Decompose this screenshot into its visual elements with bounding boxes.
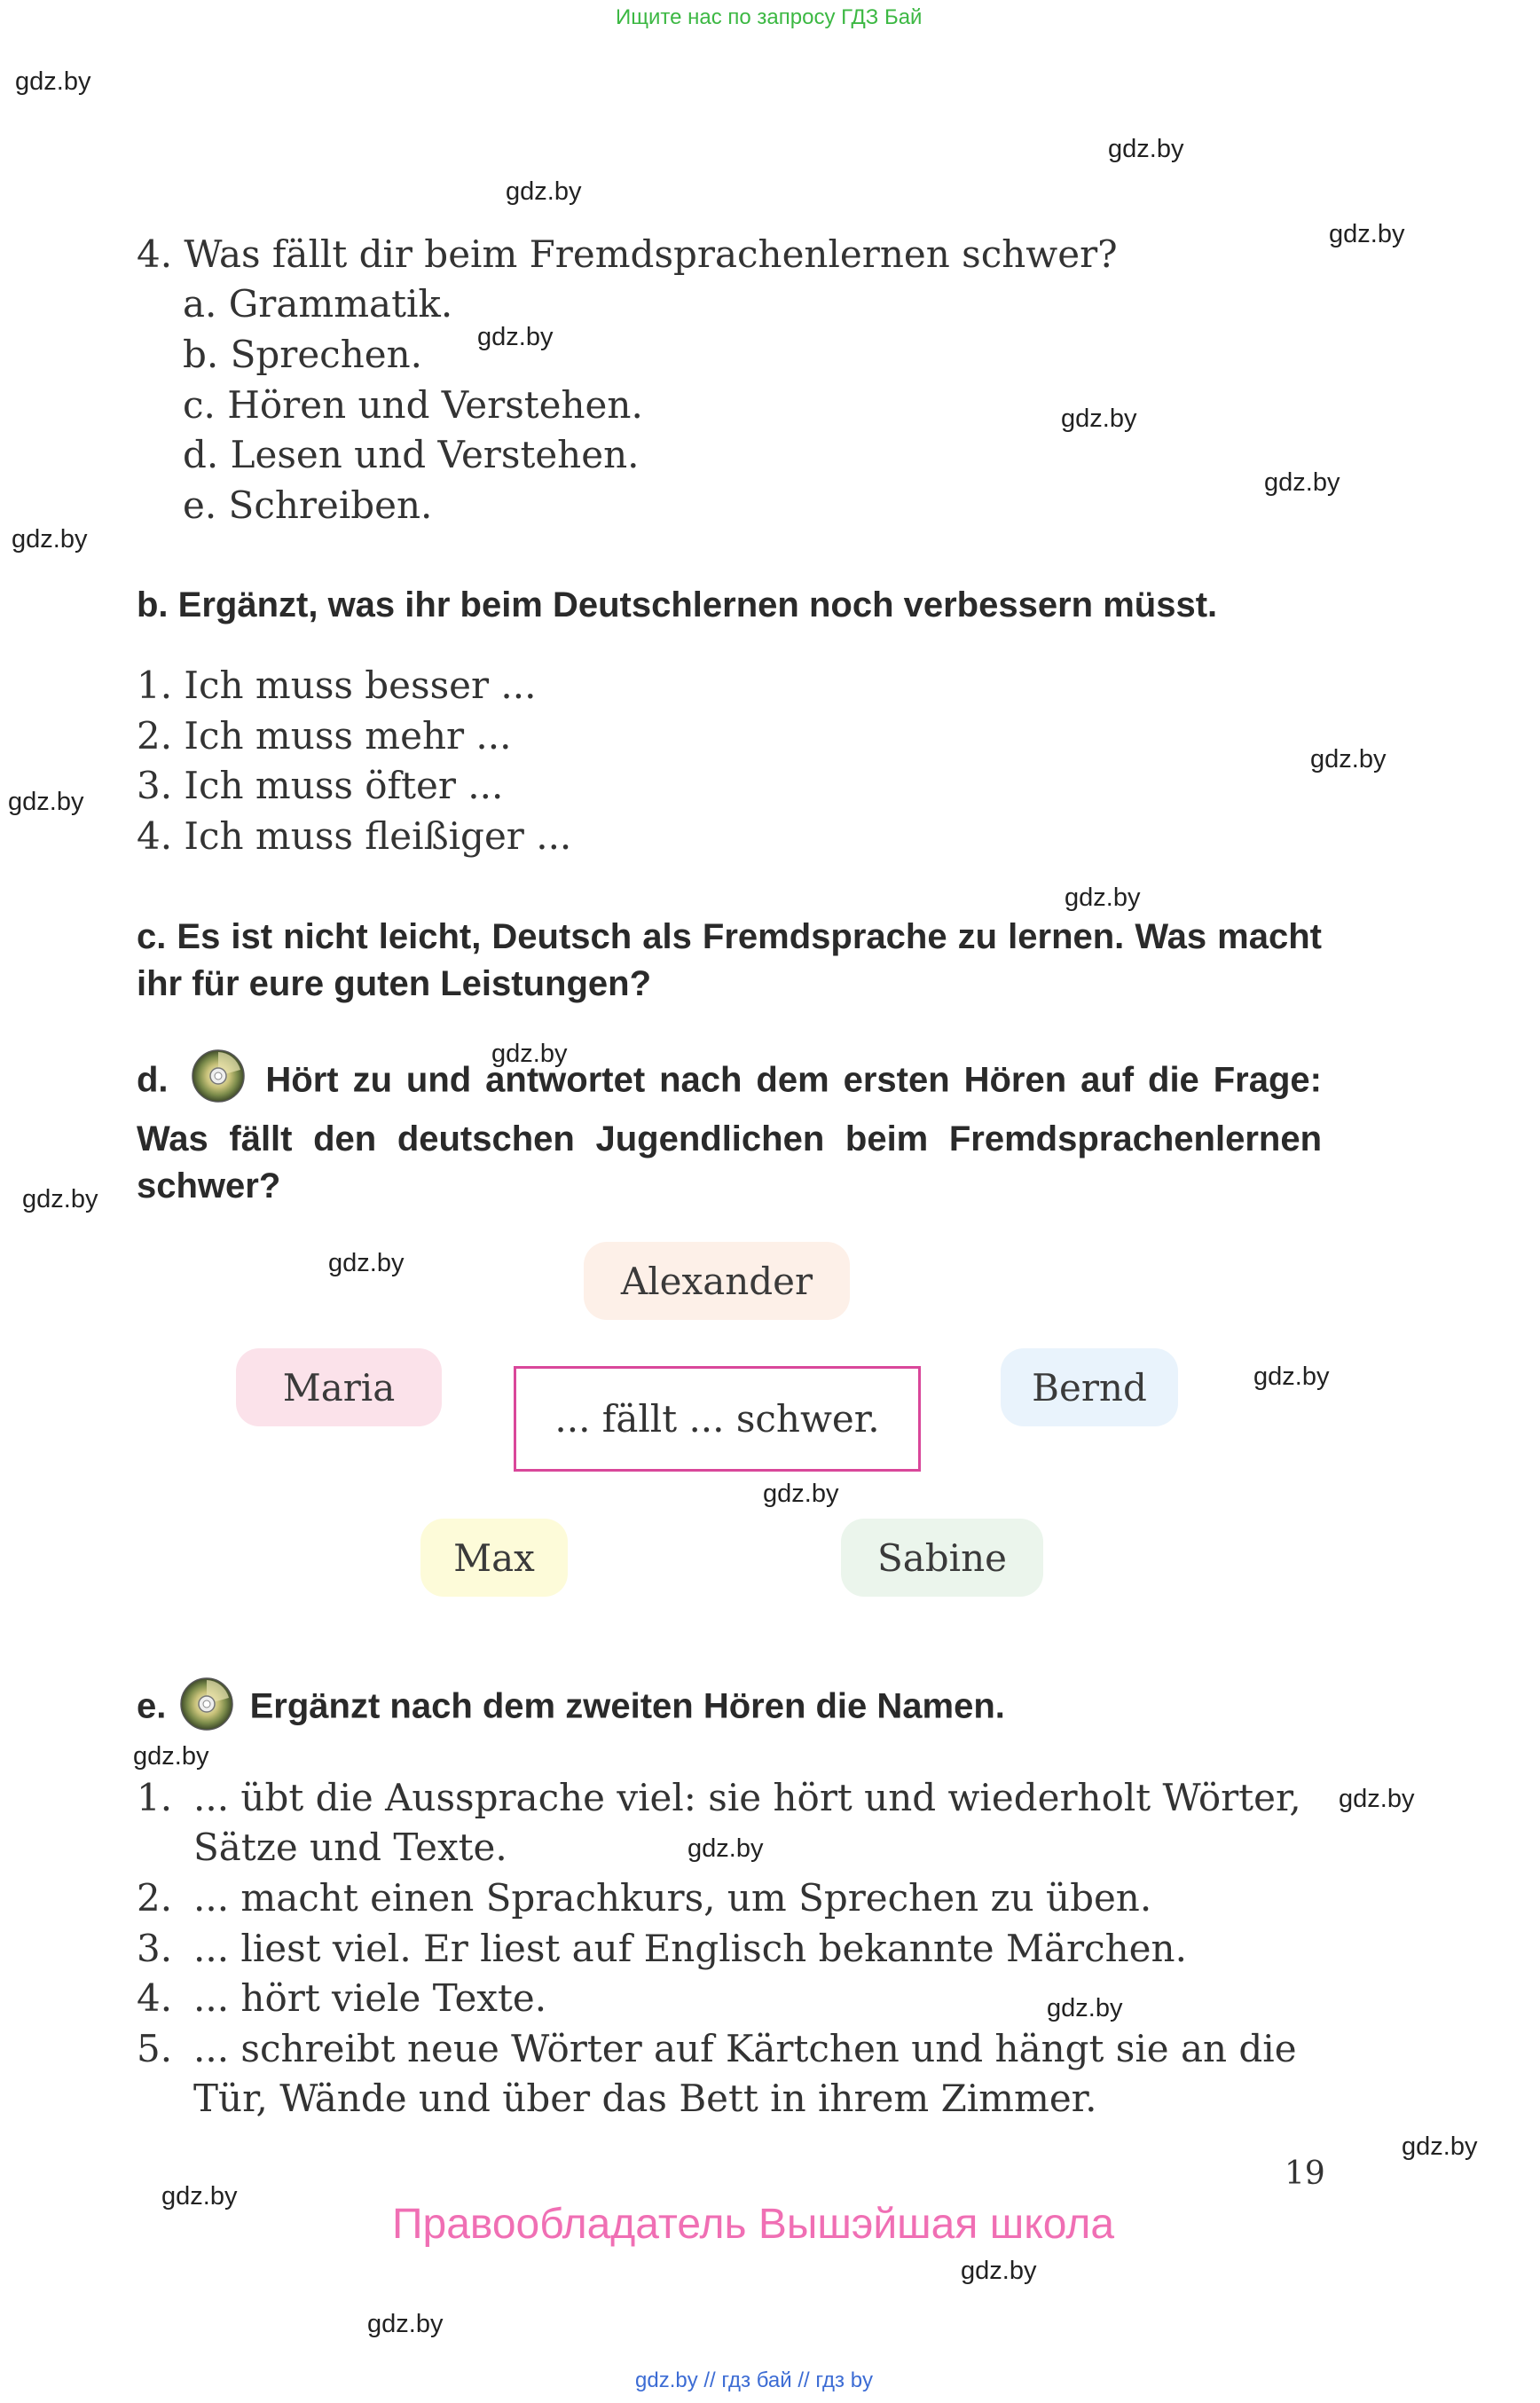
watermark: gdz.by [1329, 220, 1405, 248]
watermark: gdz.by [15, 67, 91, 96]
watermark: gdz.by [961, 2257, 1037, 2285]
task-e-item-number: 5. [137, 2027, 173, 2070]
task-e-item-line: ... liest viel. Er liest auf Englisch bekannte Märchen. [193, 1927, 1187, 1970]
option-b: b. Sprechen. [183, 333, 423, 376]
copyright-notice: Правообладатель Вышэйшая школа [392, 2201, 1115, 2248]
task-b-item: 4. Ich muss fleißiger ... [137, 814, 572, 858]
question-4: 4. Was fällt dir beim Fremdsprachenlernen schwer? [137, 232, 1118, 276]
center-phrase-box: ... fällt ... schwer. [514, 1366, 921, 1472]
task-b-heading: b. Ergänzt, was ihr beim Deutschlernen noch verbessern müsst. [137, 585, 1218, 624]
task-d-text: Hört zu und antwortet nach dem ersten Hören auf die Frage: Was fällt den deutschen Jugendlichen beim Fremdsprachenlernen schwer? [137, 1060, 1322, 1205]
name-alexander: Alexander [584, 1242, 850, 1320]
task-e-item-line: ... hört viele Texte. [193, 1976, 547, 2020]
watermark: gdz.by [1310, 745, 1387, 774]
task-e [137, 1677, 1005, 1740]
task-c-heading: c. Es ist nicht leicht, Deutsch als Fremdsprache zu lernen. Was macht ihr für eure guten Leistungen? [137, 917, 1322, 1003]
watermark: gdz.by [1061, 404, 1137, 433]
watermark: gdz.by [1339, 1785, 1415, 1813]
page-number: 19 [1285, 2156, 1325, 2192]
option-c: c. Hören und Verstehen. [183, 383, 643, 427]
option-a: a. Grammatik. [183, 282, 453, 326]
task-b-item: 2. Ich muss mehr ... [137, 714, 512, 758]
watermark: gdz.by [1402, 2132, 1478, 2161]
watermark: gdz.by [1108, 135, 1184, 163]
name-maria: Maria [236, 1348, 442, 1426]
watermark: gdz.by [1253, 1362, 1330, 1391]
top-banner: Ищите нас по запросу ГДЗ Бай [616, 5, 923, 29]
watermark: gdz.by [12, 525, 88, 554]
name-bernd: Bernd [1001, 1348, 1178, 1426]
name-max: Max [420, 1519, 568, 1597]
task-e-heading: Ergänzt nach dem zweiten Hören die Namen. [249, 1686, 1005, 1726]
watermark: gdz.by [1047, 1994, 1123, 2022]
task-e-item-number: 4. [137, 1976, 173, 2020]
audio-cd-icon[interactable] [191, 1048, 246, 1116]
task-e-item-line: ... übt die Aussprache viel: sie hört und wiederholt Wörter, [193, 1776, 1301, 1819]
task-d [137, 1048, 1322, 1210]
task-d-letter: d. [137, 1060, 169, 1100]
task-e-item-number: 3. [137, 1927, 173, 1970]
name-sabine: Sabine [841, 1519, 1043, 1597]
task-e-letter: e. [137, 1686, 167, 1726]
watermark: gdz.by [133, 1742, 209, 1771]
watermark: gdz.by [477, 323, 554, 351]
option-e: e. Schreiben. [183, 483, 433, 527]
audio-cd-icon[interactable] [179, 1677, 234, 1740]
option-d: d. Lesen und Verstehen. [183, 433, 640, 476]
watermark: gdz.by [161, 2182, 238, 2211]
task-e-item-number: 2. [137, 1876, 173, 1920]
watermark: gdz.by [1065, 883, 1141, 912]
bottom-banner[interactable]: gdz.by // гдз бай // гдз by [635, 2368, 874, 2392]
task-e-item-line: Tür, Wände und über das Bett in ihrem Zimmer. [193, 2077, 1097, 2120]
task-e-item-line: Sätze und Texte. [193, 1826, 507, 1869]
task-e-item-line: ... schreibt neue Wörter auf Kärtchen und hängt sie an die [193, 2027, 1297, 2070]
watermark: gdz.by [367, 2310, 444, 2338]
watermark: gdz.by [506, 177, 582, 206]
task-b-item: 3. Ich muss öfter ... [137, 764, 504, 807]
task-e-item-number: 1. [137, 1776, 173, 1819]
watermark: gdz.by [688, 1834, 764, 1863]
watermark: gdz.by [763, 1480, 839, 1508]
watermark: gdz.by [22, 1185, 98, 1213]
task-b-item: 1. Ich muss besser ... [137, 664, 537, 707]
watermark: gdz.by [491, 1040, 568, 1068]
watermark: gdz.by [8, 788, 84, 816]
watermark: gdz.by [328, 1249, 405, 1277]
task-e-item-line: ... macht einen Sprachkurs, um Sprechen zu üben. [193, 1876, 1152, 1920]
watermark: gdz.by [1264, 468, 1340, 497]
